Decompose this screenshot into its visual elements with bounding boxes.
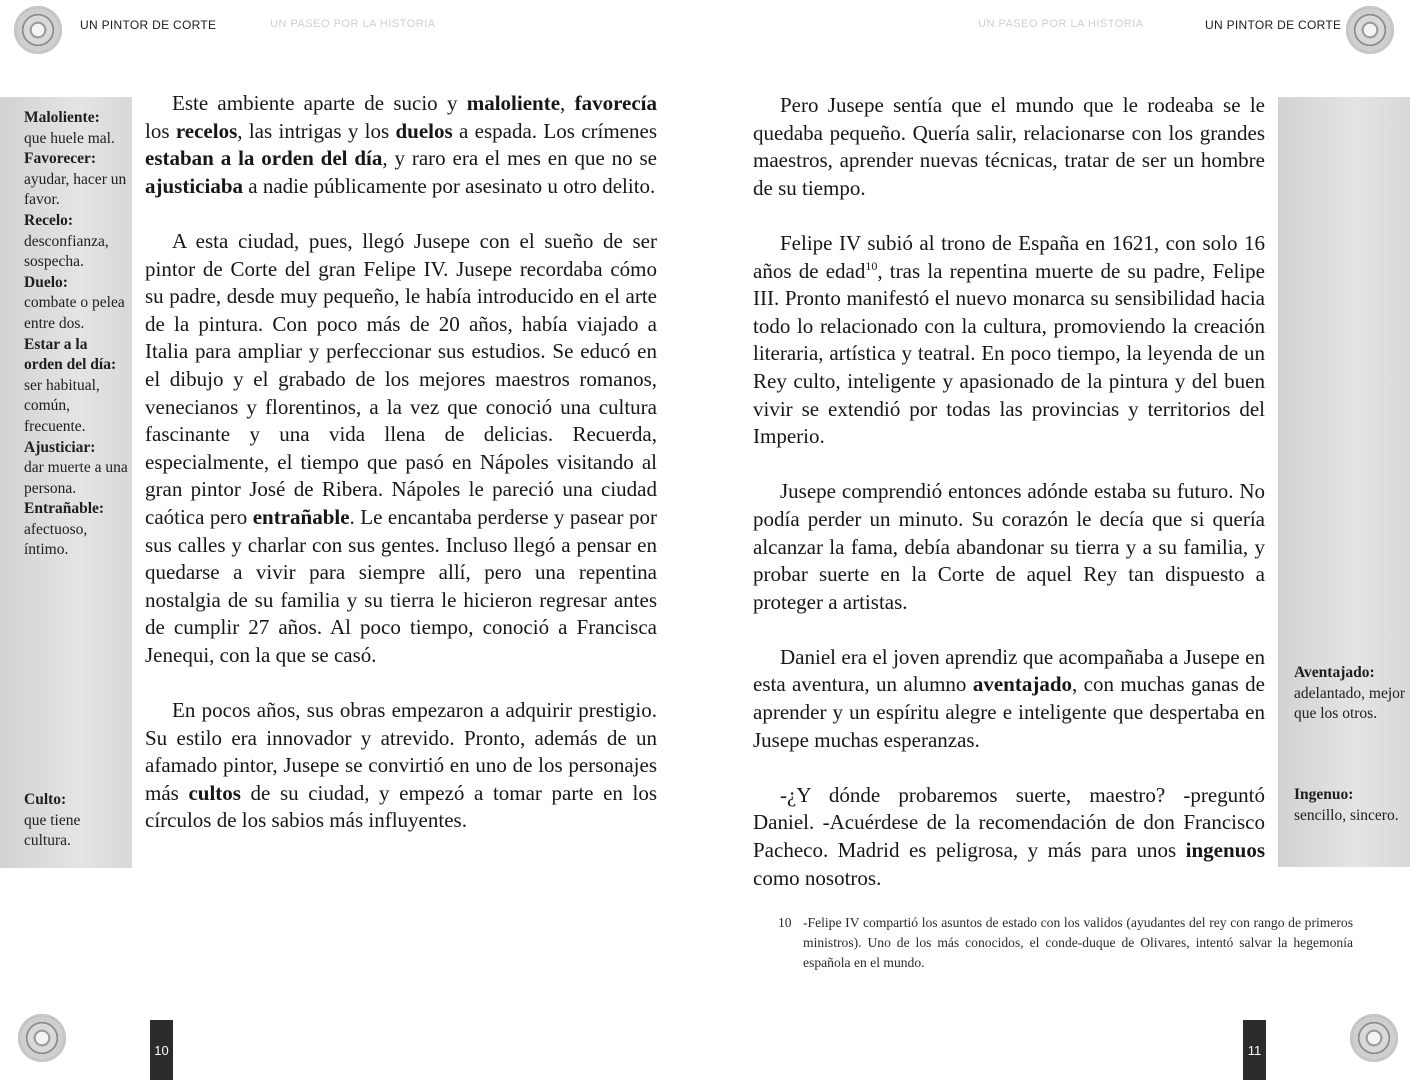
text-run: como nosotros.: [753, 865, 882, 890]
paragraph: [753, 478, 1265, 616]
glossary-definition: desconfianza, sospecha.: [24, 232, 109, 271]
glossary-definition: ser habitual, común, frecuente.: [24, 376, 100, 435]
text-run: , tras la repentina muerte de su padre, Felipe III. Pronto manifestó el nuevo monarca su sensibilidad hacia todo lo relacionado con la cultura, promoviendo la creación literaria, artística y teatral. En poco tiempo, la leyenda de un Rey culto, inteligente y apasionado de la pintura y del buen vivir se extendió por todas las provincias y territorios del Imperio.: [753, 258, 1265, 449]
glossary-definition: sencillo, sincero.: [1294, 806, 1399, 824]
glossary-block: [24, 108, 128, 561]
page-number-right: 11: [1243, 1020, 1266, 1080]
body-text-right: [753, 92, 1265, 920]
text-run: -¿Y dónde probaremos suerte, maestro? -preguntó Daniel. -Acuérdese de la recomendación de don Francisco Pacheco. Madrid es peligrosa, y más para unos: [753, 782, 1265, 863]
glossary-term: Estar a la orden del día:: [24, 335, 117, 374]
footnote: [778, 913, 1353, 973]
emblem-seal-icon: [14, 6, 62, 54]
glossary-word: ingenuos: [1185, 838, 1265, 863]
glossary-definition: combate o pelea entre dos.: [24, 294, 125, 332]
paragraph: [145, 228, 657, 670]
glossary-term: Entrañable:: [24, 500, 105, 518]
footnote-text: -Felipe IV compartió los asuntos de estado con los validos (ayudantes del rey con rango de primeros ministros). Uno de los más conocidos, el conde-duque de Olivares, intentó salvar la hegemonía española en el mundo.: [803, 915, 1353, 970]
emblem-seal-icon: [1346, 6, 1394, 54]
glossary-term: Duelo:: [24, 273, 68, 291]
glossary-term: Ingenuo:: [1294, 786, 1354, 803]
glossary-word: cultos: [188, 780, 241, 805]
glossary-definition: afectuoso, íntimo.: [24, 520, 88, 559]
text-run: a espada. Los crímenes: [452, 118, 657, 143]
text-run: . Le encantaba perderse y pasear por sus calles y charlar con sus gentes. Incluso llegó a pensar en quedarse a vivir para siempre allí, pero una repentina nostalgia de su familia y su tierra le hicieron regresar antes de cumplir 27 años. Al poco tiempo, conoció a Francisca Jenequi, con la que se casó.: [145, 504, 657, 667]
text-run: ,: [560, 91, 575, 115]
text-run: a nadie públicamente por asesinato u otro delito.: [243, 173, 656, 198]
emblem-seal-icon: [1350, 1014, 1398, 1062]
glossary-word: estaban a la orden del día: [145, 146, 383, 171]
footnote-ref: 10: [865, 258, 878, 273]
header-title: UN PINTOR DE CORTE: [80, 18, 217, 32]
glossary-block-bottom: [24, 790, 128, 852]
paragraph: [753, 644, 1265, 754]
glossary-definition: que huele mal.: [24, 129, 115, 147]
text-run: de su ciudad, y empezó a tomar parte en los círculos de los sabios más influyentes.: [145, 780, 658, 833]
glossary-term: Maloliente:: [24, 109, 100, 126]
glossary-word: maloliente: [466, 91, 561, 115]
glossary-term: Ajusticiar:: [24, 438, 96, 456]
paragraph: [753, 230, 1265, 451]
header-subtitle: UN PASEO POR LA HISTORIA: [270, 18, 436, 30]
text-run: , con muchas ganas de aprender y un espíritu alegre e inteligente que despertaba en Jusepe muchas esperanzas.: [753, 672, 1265, 752]
text-run: Este ambiente aparte de sucio y: [172, 91, 467, 115]
text-run: En pocos años, sus obras empezaron a adquirir prestigio. Su estilo era innovador y atrevido. Pronto, además de un afamado pintor, Jusepe se convirtió en uno de los personajes más: [145, 698, 657, 805]
paragraph: [145, 697, 657, 835]
glossary-definition: ayudar, hacer un favor.: [24, 170, 127, 209]
glossary-word: duelos: [395, 118, 453, 143]
glossary-definition: que tiene cultura.: [24, 811, 81, 850]
glossary-term: Favorecer:: [24, 150, 96, 168]
footnote-number: 10: [778, 915, 792, 930]
glossary-word: recelos: [175, 118, 238, 143]
text-run: Pero Jusepe sentía que el mundo que le rodeaba se le quedaba pequeño. Quería salir, relacionarse con los grandes maestros, aprender nuevas técnicas, tratar de ser un hombre de su tiempo.: [753, 93, 1265, 200]
text-run: Felipe IV subió al trono de España en 1621, con solo 16 años de edad: [753, 230, 1265, 283]
text-run: , y raro era el mes en que no se: [382, 146, 657, 171]
glossary-block: [1294, 663, 1406, 725]
text-run: , las intrigas y los: [237, 118, 396, 143]
page-number-left: 10: [150, 1020, 173, 1080]
glossary-term: Aventajado:: [1294, 664, 1375, 681]
paragraph: [753, 92, 1265, 202]
header-title: UN PINTOR DE CORTE: [1205, 18, 1342, 32]
glossary-block: [1294, 785, 1406, 826]
glossary-term: Recelo:: [24, 211, 74, 229]
glossary-word: ajusticiaba: [145, 173, 244, 198]
glossary-word: favorecía: [574, 91, 657, 115]
header-subtitle: UN PASEO POR LA HISTORIA: [978, 18, 1144, 30]
paragraph: [145, 90, 657, 200]
paragraph: [753, 782, 1265, 892]
glossary-definition: dar muerte a una persona.: [24, 459, 128, 497]
glossary-definition: adelantado, mejor que los otros.: [1294, 684, 1406, 723]
text-run: los: [145, 118, 176, 143]
text-run: Jusepe comprendió entonces adónde estaba su futuro. No podía perder un minuto. Su corazón le decía que si quería alcanzar la fama, debía abandonar su tierra y a su familia, y probar suerte en la Corte de aquel Rey tan dispuesto a proteger a artistas.: [753, 479, 1265, 614]
emblem-seal-icon: [18, 1014, 66, 1062]
glossary-word: entrañable: [252, 504, 350, 529]
glossary-word: aventajado: [972, 672, 1072, 697]
glossary-sidebar: [1278, 97, 1410, 867]
right-page: [705, 0, 1410, 1080]
text-run: Daniel era el joven aprendiz que acompañaba a Jusepe en esta aventura, un alumno: [753, 644, 1265, 697]
text-run: A esta ciudad, pues, llegó Jusepe con el sueño de ser pintor de Corte del gran Felipe IV. Jusepe recordaba cómo su padre, desde muy pequeño, le había introducido en el arte de la pintura. Con poco más de 20 años, había viajado a Italia para ampliar y perfeccionar sus estudios. Se educó en el dibujo y el grabado de los mejores maestros romanos, venecianos y florentinos, a la vez que conoció una cultura fascinante y una vida llena de delicias. Recuerda, especialmente, el tiempo que pasó en Nápoles visitando al gran pintor José de Ribera. Nápoles le pareció una ciudad caótica pero: [145, 228, 657, 529]
body-text-left: [145, 90, 657, 863]
glossary-term: Culto:: [24, 791, 67, 808]
